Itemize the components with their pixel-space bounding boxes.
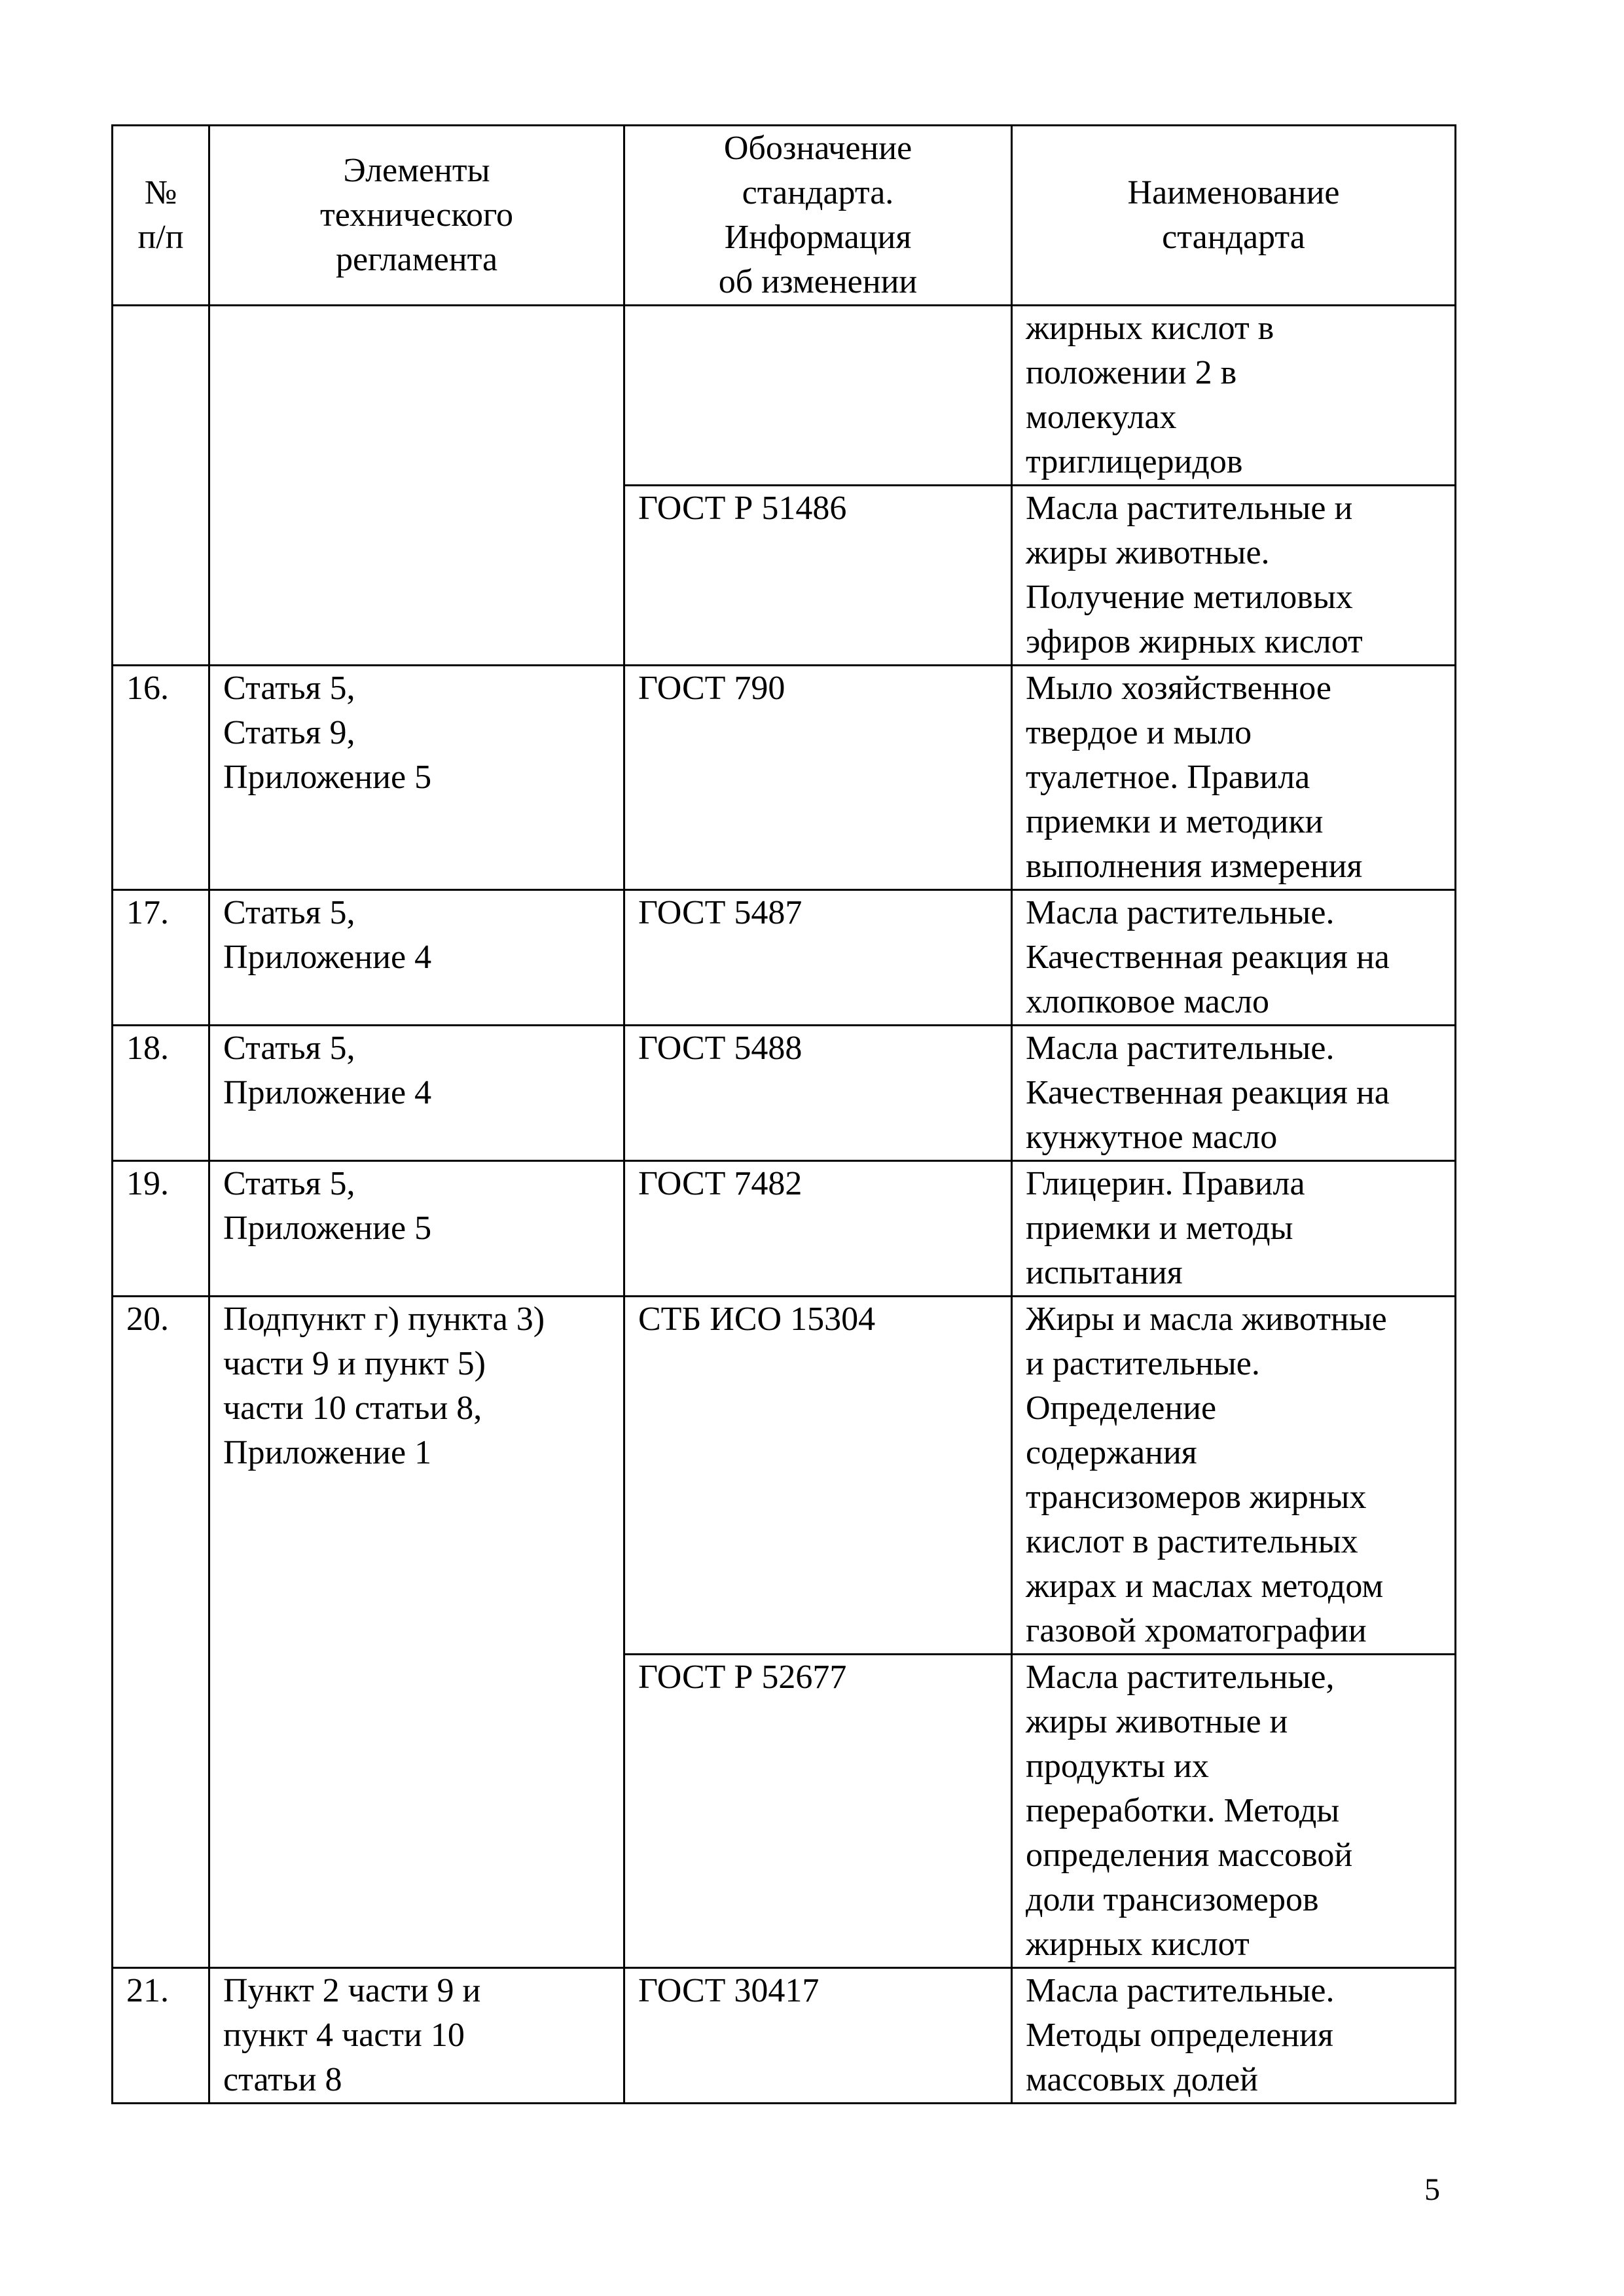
cell-line: Подпункт г) пункта 3) [223,1300,545,1338]
cell-line: доли трансизомеров [1026,1881,1319,1918]
cell-line: приемки и методы [1026,1210,1293,1247]
table-row [113,1161,1456,1297]
row-number-cell [113,1297,209,1968]
cell-line: эфиров жирных кислот [1026,623,1363,660]
cell-line: статьи 8 [223,2061,342,2098]
cell-line: жирных кислот в [1026,310,1274,347]
page-number: 5 [1424,2172,1440,2207]
cell-line: Статья 5, [223,670,355,707]
cell-line: Качественная реакция на [1026,1074,1390,1111]
cell-line: ГОСТ 790 [638,670,785,707]
cell-line: триглицеридов [1026,443,1243,480]
cell-line: испытания [1026,1254,1183,1291]
cell-line: приемки и методики [1026,803,1324,840]
regulation-elements-cell [209,306,624,666]
table-row [113,1026,1456,1161]
cell-line: Масла растительные и [1026,490,1353,527]
cell-line: ГОСТ 7482 [638,1165,803,1202]
standard-name-cell [1012,306,1456,486]
cell-line: Информация [724,219,912,256]
cell-line: положении 2 в [1026,354,1237,391]
standard-designation-cell [624,306,1012,486]
standard-name-cell [1012,1026,1456,1161]
table-body [113,306,1456,2104]
cell-line: п/п [137,219,184,256]
table-row [113,306,1456,486]
standard-name-cell [1012,890,1456,1026]
table-row [113,1297,1456,1655]
cell-line: Определение [1026,1390,1217,1427]
table-row [113,666,1456,890]
standards-table [111,124,1456,2104]
cell-line: ГОСТ 5488 [638,1030,803,1067]
cell-line: Получение метиловых [1026,579,1353,616]
cell-line: переработки. Методы [1026,1792,1340,1829]
cell-line: Масла растительные, [1026,1659,1335,1696]
cell-line: Мыло хозяйственное [1026,670,1331,707]
cell-line: Качественная реакция на [1026,939,1390,976]
standard-name-cell [1012,1297,1456,1655]
standard-designation-cell [624,1161,1012,1297]
cell-line: ГОСТ Р 52677 [638,1659,847,1696]
cell-line: Масла растительные. [1026,1972,1335,2009]
header-elements [209,126,624,306]
cell-line: жирных кислот [1026,1926,1250,1963]
row-number-cell [113,666,209,890]
cell-line: 20. [126,1300,169,1338]
cell-line: Масла растительные. [1026,1030,1335,1067]
standard-name-cell [1012,1161,1456,1297]
standard-designation-cell [624,1026,1012,1161]
table-header-row [113,126,1456,306]
standard-designation-cell [624,666,1012,890]
cell-line [126,306,195,351]
cell-line: Приложение 1 [223,1434,432,1471]
row-number-cell [113,890,209,1026]
cell-line: Приложение 5 [223,1210,432,1247]
cell-line: Пункт 2 части 9 и [223,1972,481,2009]
cell-line: кунжутное масло [1026,1119,1278,1156]
cell-line: Статья 5, [223,1165,355,1202]
standard-name-cell [1012,666,1456,890]
cell-line: содержания [1026,1434,1197,1471]
cell-line [638,306,998,351]
cell-line: молекулах [1026,399,1177,436]
cell-line: ГОСТ Р 51486 [638,490,847,527]
cell-line: жиры животные. [1026,534,1270,571]
cell-line: Методы определения [1026,2017,1333,2054]
cell-line: массовых долей [1026,2061,1258,2098]
cell-line: Элементы [343,152,490,189]
cell-line: трансизомеров жирных [1026,1479,1367,1516]
row-number-cell [113,306,209,666]
cell-line: Приложение 5 [223,759,432,796]
cell-line: части 10 статьи 8, [223,1390,482,1427]
standard-designation-cell [624,1297,1012,1655]
cell-line: пункт 4 части 10 [223,2017,465,2054]
cell-line: стандарта. [742,174,894,211]
cell-line: Масла растительные. [1026,894,1335,931]
regulation-elements-cell [209,1026,624,1161]
header-designation [624,126,1012,306]
header-number [113,126,209,306]
cell-line: жирах и маслах методом [1026,1568,1384,1605]
cell-line: 16. [126,670,169,707]
cell-line: твердое и мыло [1026,714,1252,751]
regulation-elements-cell [209,1161,624,1297]
standard-designation-cell [624,1968,1012,2104]
cell-line: Обозначение [723,130,912,167]
cell-line: Приложение 4 [223,939,432,976]
cell-line: туалетное. Правила [1026,759,1310,796]
standard-designation-cell [624,486,1012,666]
cell-line: Статья 9, [223,714,355,751]
cell-line: части 9 и пункт 5) [223,1345,486,1382]
cell-line: Статья 5, [223,1030,355,1067]
standard-designation-cell [624,890,1012,1026]
row-number-cell [113,1026,209,1161]
cell-line: технического [319,196,514,234]
table-row [113,1968,1456,2104]
cell-line: Наименование [1127,174,1340,211]
cell-line: кислот в растительных [1026,1523,1358,1560]
cell-line: СТБ ИСО 15304 [638,1300,876,1338]
cell-line: № [144,174,177,211]
cell-line: жиры животные и [1026,1703,1288,1740]
cell-line: Статья 5, [223,894,355,931]
cell-line: регламента [335,241,498,278]
regulation-elements-cell [209,666,624,890]
standard-name-cell [1012,1968,1456,2104]
cell-line [223,306,610,351]
standard-name-cell [1012,1655,1456,1968]
cell-line: 19. [126,1165,169,1202]
regulation-elements-cell [209,890,624,1026]
cell-line: 21. [126,1972,169,2009]
cell-line: ГОСТ 30417 [638,1972,820,2009]
cell-line: стандарта [1162,219,1305,256]
cell-line: хлопковое масло [1026,983,1269,1020]
cell-line: об изменении [718,263,918,300]
table-row [113,890,1456,1026]
cell-line: газовой хроматографии [1026,1612,1367,1649]
cell-line: продукты их [1026,1748,1209,1785]
regulation-elements-cell [209,1968,624,2104]
regulation-elements-cell [209,1297,624,1968]
cell-line: Глицерин. Правила [1026,1165,1305,1202]
header-name [1012,126,1456,306]
cell-line: Приложение 4 [223,1074,432,1111]
cell-line: Жиры и масла животные [1026,1300,1387,1338]
cell-line: ГОСТ 5487 [638,894,803,931]
cell-line: определения массовой [1026,1837,1353,1874]
row-number-cell [113,1968,209,2104]
cell-line: и растительные. [1026,1345,1260,1382]
cell-line: 17. [126,894,169,931]
row-number-cell [113,1161,209,1297]
standard-designation-cell [624,1655,1012,1968]
standard-name-cell [1012,486,1456,666]
cell-line: выполнения измерения [1026,848,1363,885]
cell-line: 18. [126,1030,169,1067]
